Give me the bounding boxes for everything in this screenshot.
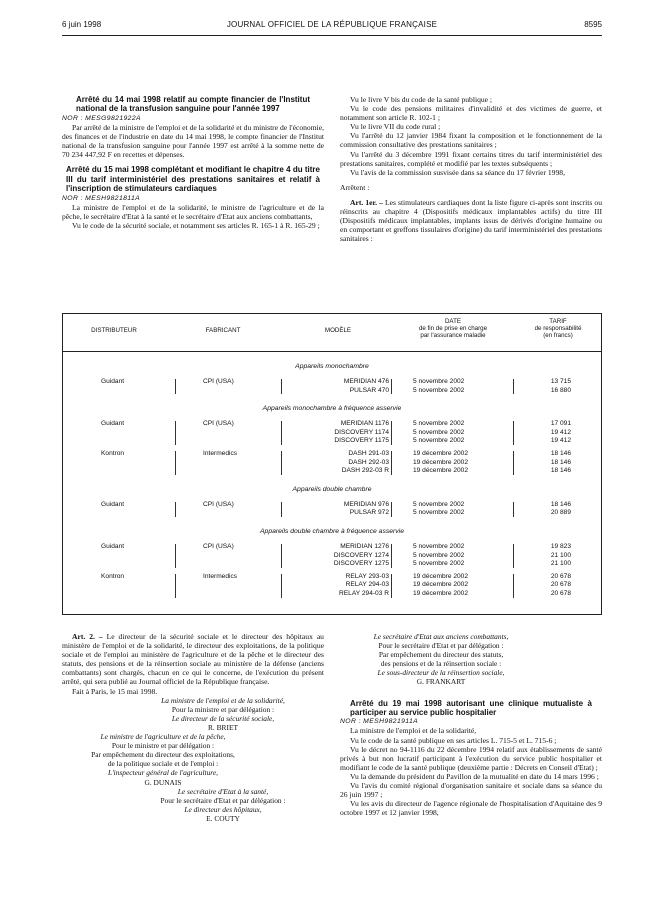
sig2-direction: de la politique sociale et de l'emploi : bbox=[107, 759, 219, 769]
right-column-top bbox=[340, 95, 602, 243]
cell-modele: DISCOVERY 1175 bbox=[334, 437, 389, 445]
cell-date: 5 novembre 2002 bbox=[413, 551, 465, 559]
th-date-line-2: de fin de prise en charge bbox=[418, 325, 488, 332]
th-fabricant: FABRICANT bbox=[205, 327, 241, 334]
signature-block-4 bbox=[340, 632, 542, 687]
cell-modele: MERIDIAN 976 bbox=[343, 500, 389, 508]
cell-modele: MERIDIAN 476 bbox=[343, 378, 389, 385]
cell-tarif: 20 678 bbox=[550, 572, 571, 580]
decree-2-title: Arrêté du 15 mai 1998 complétant et modifiant le chapitre 4 du titre III du tarif interministériel des prestations sanitaires et relatif à l'inscription de stimulateurs cardiaques bbox=[66, 165, 320, 194]
cell-tarif: 18 146 bbox=[550, 458, 571, 466]
sig1-role: La ministre de l'emploi et de la solidarité, bbox=[161, 695, 285, 705]
cell-date: 5 novembre 2002 bbox=[413, 437, 465, 445]
cell-tarif: 16 880 bbox=[550, 386, 571, 394]
cell-modele: DASH 292-03 R bbox=[341, 467, 389, 475]
cell-tarif: 18 146 bbox=[550, 450, 571, 457]
article-1 bbox=[340, 198, 602, 243]
cell-fabricant: CPI (USA) bbox=[203, 378, 234, 385]
signature-date: Fait à Paris, le 15 mai 1998. bbox=[72, 686, 158, 696]
pacemaker-table bbox=[62, 313, 602, 615]
sig3-name: E. COUTY bbox=[206, 813, 240, 823]
group-divider bbox=[281, 574, 282, 598]
cell-tarif: 21 100 bbox=[550, 560, 571, 568]
group-divider bbox=[513, 574, 514, 598]
cell-date: 19 décembre 2002 bbox=[413, 450, 468, 457]
group-divider bbox=[513, 379, 514, 394]
decree-2-preamble: La ministre de l'emploi et de la solidarité, le ministre de l'agriculture et de la pêche, le secrétaire d'Etat à la santé et le secrétaire d'Etat aux anciens combattants, bbox=[62, 202, 324, 221]
group-divider bbox=[391, 574, 392, 598]
cell-tarif: 18 146 bbox=[550, 467, 571, 475]
cell-tarif: 19 823 bbox=[550, 543, 571, 550]
section-title: Appareils monochambre bbox=[295, 363, 369, 370]
sig2-role: Le ministre de l'agriculture et de la pêche, bbox=[100, 732, 226, 742]
group-divider bbox=[175, 451, 176, 475]
table-header bbox=[63, 314, 601, 352]
th-tarif-line-3: (en francs) bbox=[543, 332, 573, 339]
sig4-role: Le secrétaire d'Etat aux anciens combattants, bbox=[373, 632, 509, 641]
article-2-label: Art. 2. – bbox=[72, 632, 103, 641]
cell-date: 5 novembre 2002 bbox=[413, 428, 465, 436]
section-title: Appareils monochambre à fréquence asservie bbox=[262, 405, 402, 413]
section-title: Appareils double chambre à fréquence asservie bbox=[260, 528, 404, 535]
cell-tarif: 20 678 bbox=[550, 590, 571, 597]
group-divider bbox=[513, 421, 514, 445]
sig3-role: Le secrétaire d'Etat à la santé, bbox=[177, 786, 269, 796]
group-divider bbox=[391, 379, 392, 394]
cell-date: 19 décembre 2002 bbox=[413, 458, 468, 466]
th-date-line-1: DATE bbox=[444, 318, 462, 325]
th-date-line-3: par l'assurance maladie bbox=[420, 332, 486, 339]
sig1-name: R. BRIET bbox=[208, 722, 238, 732]
th-tarif-line-1: TARIF bbox=[549, 318, 567, 325]
cell-tarif: 17 091 bbox=[550, 420, 571, 428]
sig4-direction: des pensions et de la réinsertion sociale : bbox=[380, 659, 502, 669]
cell-distributeur: Kontron bbox=[101, 450, 125, 457]
group-divider bbox=[175, 574, 176, 598]
section-title: Appareils double chambre bbox=[292, 485, 372, 493]
group-divider bbox=[281, 379, 282, 394]
sig4-subdirector: Le sous-directeur de la réinsertion sociale, bbox=[377, 668, 505, 678]
sig1-delegation: Pour la ministre et par délégation : bbox=[171, 704, 275, 714]
group-divider bbox=[175, 502, 176, 517]
group-divider bbox=[391, 421, 392, 445]
sig4-delegation: Pour le secrétaire d'Etat et par délégation : bbox=[378, 641, 504, 651]
decree-1-body: Par arrêté de la ministre de l'emploi et de la solidarité et du ministre de l'économie, des finances et de l'industrie en date du 14 mai 1998, le compte financier de l'Institut national de la transfusion sanguine pour l'année 1997 est arrêté à la somme nette de 70 234 447,92 F en recettes et dépenses. bbox=[62, 122, 324, 160]
cell-tarif: 18 146 bbox=[550, 500, 571, 508]
cell-modele: DISCOVERY 1174 bbox=[334, 428, 389, 436]
signature-block-1 bbox=[122, 696, 324, 732]
th-tarif bbox=[515, 318, 601, 339]
group-divider bbox=[391, 502, 392, 517]
th-tarif-line-2: de responsabilité bbox=[534, 325, 582, 332]
right-column-bottom bbox=[340, 632, 602, 817]
group-divider bbox=[391, 544, 392, 568]
article-2-text: Le directeur de la sécurité sociale et le directeur des hôpitaux au ministère de l'emploi et de la solidarité, le directeur des exploitations, de la politique sociale et de l'emploi au ministère de l'agriculture et de la pêche et le directeur des statuts, des pensions et de la réinsertion sociale au ministère de la défense (anciens combattants) sont chargés, chacun en ce qui le concerne, de l'exécution du présent arrêté, qui sera publié au Journal officiel de la République française. bbox=[62, 632, 324, 687]
visa-avis-commission: Vu l'avis de la commission susvisée dans sa séance du 17 février 1998, bbox=[350, 167, 565, 177]
visa-pensions: Vu le code des pensions militaires d'invalidité et des victimes de guerre, et notamment son article R. 102-1 ; bbox=[340, 104, 602, 123]
cell-modele: RELAY 294-03 R bbox=[339, 590, 389, 597]
visa-arrete-1984: Vu l'arrêté du 12 janvier 1984 fixant la composition et le fonctionnement de la commission consultative des prestations sanitaires ; bbox=[340, 131, 602, 150]
cell-modele: DASH 291-03 bbox=[348, 450, 389, 457]
cell-fabricant: Intermedics bbox=[203, 572, 238, 580]
group-divider bbox=[175, 421, 176, 445]
sig2-delegation: Pour le ministre et par délégation : bbox=[111, 741, 215, 751]
header-journal-title: JOURNAL OFFICIEL DE LA RÉPUBLIQUE FRANÇAISE bbox=[226, 20, 438, 29]
sig2-empechement: Par empêchement du directeur des exploitations, bbox=[91, 750, 235, 760]
group-divider bbox=[281, 451, 282, 475]
sig1-director: Le directeur de la sécurité sociale, bbox=[171, 713, 275, 723]
visa-livre-vii: Vu le livre VII du code rural ; bbox=[350, 122, 441, 132]
cell-distributeur: Guidant bbox=[101, 420, 125, 428]
visa-livre-v: Vu le livre V bis du code de la santé publique ; bbox=[350, 95, 493, 104]
cell-fabricant: CPI (USA) bbox=[203, 543, 234, 550]
cell-tarif: 19 412 bbox=[550, 428, 571, 436]
cell-date: 19 décembre 2002 bbox=[413, 590, 468, 597]
sig4-name: G. FRANKART bbox=[416, 677, 466, 687]
sig3-director: Le directeur des hôpitaux, bbox=[184, 804, 262, 814]
cell-date: 19 décembre 2002 bbox=[413, 581, 468, 589]
group-divider bbox=[513, 544, 514, 568]
signature-block-2 bbox=[62, 732, 264, 787]
cell-tarif: 20 889 bbox=[550, 509, 571, 517]
article-1-label: Art. 1er. – bbox=[350, 197, 383, 207]
cell-date: 5 novembre 2002 bbox=[413, 543, 465, 550]
sig2-inspector: L'inspecteur général de l'agriculture, bbox=[107, 768, 219, 778]
cell-tarif: 20 678 bbox=[550, 581, 571, 589]
cell-distributeur: Kontron bbox=[101, 572, 125, 580]
header-rule bbox=[62, 35, 602, 36]
th-date bbox=[398, 318, 508, 339]
cell-modele: RELAY 294-03 bbox=[345, 581, 389, 589]
decree-3-visa-4: Vu l'avis du comité régional d'organisation sanitaire et sociale dans sa séance du 26 juin 1997 ; bbox=[340, 781, 602, 800]
header-date: 6 juin 1998 bbox=[62, 20, 102, 29]
signature-block-3 bbox=[122, 787, 324, 823]
cell-distributeur: Guidant bbox=[101, 543, 125, 550]
sig4-empechement: Par empêchement du directeur des statuts, bbox=[378, 650, 504, 660]
group-divider bbox=[513, 451, 514, 475]
decree-3-visa-3: Vu la demande du président du Pavillon de la mutualité en date du 14 mars 1996 ; bbox=[350, 771, 599, 781]
decree-2-nor: NOR : MESH9821811A bbox=[62, 194, 141, 202]
decree-3-visa-1: Vu le code de la santé publique en ses articles L. 715-5 et L. 715-6 ; bbox=[350, 735, 557, 745]
left-column-bottom bbox=[62, 632, 324, 823]
cell-tarif: 21 100 bbox=[550, 551, 571, 559]
left-column-top bbox=[62, 95, 324, 230]
cell-modele: PULSAR 972 bbox=[349, 509, 389, 517]
page-header bbox=[62, 20, 602, 34]
decree-1-title: Arrêté du 14 mai 1998 relatif au compte financier de l'Institut national de la transfusion sanguine pour l'année 1997 bbox=[76, 95, 310, 114]
sig3-delegation: Pour le secrétaire d'Etat et par délégation : bbox=[160, 795, 286, 805]
cell-fabricant: CPI (USA) bbox=[203, 420, 234, 428]
cell-modele: DISCOVERY 1275 bbox=[333, 560, 389, 568]
decree-3-visa-2: Vu le décret no 94-1116 du 22 décembre 1994 relatif aux établissements de santé privés à but non lucratif participant à l'exécution du service public hospitalier et modifiant le code de la santé publique (deuxième partie : Décrets en Conseil d'Etat) ; bbox=[340, 744, 602, 772]
decree-3-title: Arrêté du 19 mai 1998 autorisant une clinique mutualiste à participer au service public hospitalier bbox=[350, 698, 592, 717]
cell-modele: RELAY 293-03 bbox=[345, 572, 389, 580]
group-divider bbox=[281, 544, 282, 568]
cell-modele: MERIDIAN 1276 bbox=[340, 543, 389, 550]
sig2-name: G. DUNAIS bbox=[144, 777, 182, 787]
cell-modele: DASH 292-03 bbox=[348, 458, 389, 466]
cell-tarif: 13 715 bbox=[550, 378, 571, 385]
cell-modele: DISCOVERY 1274 bbox=[333, 551, 389, 559]
cell-date: 5 novembre 2002 bbox=[413, 378, 465, 385]
cell-fabricant: Intermedics bbox=[203, 450, 238, 457]
visa-arrete-1991: Vu l'arrêté du 3 décembre 1991 fixant certains titres du tarif interministériel des prestations sanitaires, complété et modifié par les textes subséquents ; bbox=[340, 149, 602, 168]
article-1-text: Les stimulateurs cardiaques dont la liste figure ci-après sont inscrits ou réinscrits au chapitre 4 (Dispositifs médicaux implantables actifs) du titre III (Dispositifs médicaux implantables, implants issus de dérivés d'origine humaine ou en comportant et greffons tissulaires d'origine) du tarif interministériel des prestations sanitaires : bbox=[340, 197, 602, 244]
cell-date: 19 décembre 2002 bbox=[413, 572, 468, 580]
cell-distributeur: Guidant bbox=[101, 378, 125, 385]
decree-3-nor: NOR : MESH9821911A bbox=[340, 718, 419, 726]
decree-3-preamble: La ministre de l'emploi et de la solidarité, bbox=[350, 726, 477, 736]
group-divider bbox=[513, 502, 514, 517]
cell-date: 5 novembre 2002 bbox=[413, 500, 465, 508]
cell-date: 5 novembre 2002 bbox=[413, 420, 465, 428]
header-page-number: 8595 bbox=[584, 20, 602, 29]
decree-2-visa-1: Vu le code de la sécurité sociale, et notamment ses articles R. 165-1 à R. 165-29 ; bbox=[72, 220, 320, 230]
decree-3-visa-5: Vu les avis du directeur de l'agence régionale de l'hospitalisation d'Aquitaine des 9 octobre 1997 et 12 janvier 1998, bbox=[340, 799, 602, 818]
cell-distributeur: Guidant bbox=[101, 500, 125, 508]
th-modele: MODÈLE bbox=[324, 327, 352, 334]
cell-tarif: 19 412 bbox=[550, 437, 571, 445]
cell-date: 5 novembre 2002 bbox=[413, 386, 465, 394]
group-divider bbox=[281, 421, 282, 445]
cell-modele: PULSAR 470 bbox=[349, 386, 389, 394]
cell-fabricant: CPI (USA) bbox=[203, 500, 234, 508]
group-divider bbox=[391, 451, 392, 475]
cell-modele: MERIDIAN 1176 bbox=[340, 420, 389, 428]
group-divider bbox=[175, 379, 176, 394]
cell-date: 19 décembre 2002 bbox=[413, 467, 468, 475]
group-divider bbox=[175, 544, 176, 568]
th-distributeur: DISTRIBUTEUR bbox=[91, 327, 137, 334]
decree-1-nor: NOR : MESG9821922A bbox=[62, 114, 141, 122]
group-divider bbox=[281, 502, 282, 517]
arretent-heading: Arrêtent : bbox=[340, 182, 370, 192]
cell-date: 5 novembre 2002 bbox=[413, 509, 465, 517]
article-2 bbox=[62, 632, 324, 687]
cell-date: 5 novembre 2002 bbox=[413, 560, 465, 568]
